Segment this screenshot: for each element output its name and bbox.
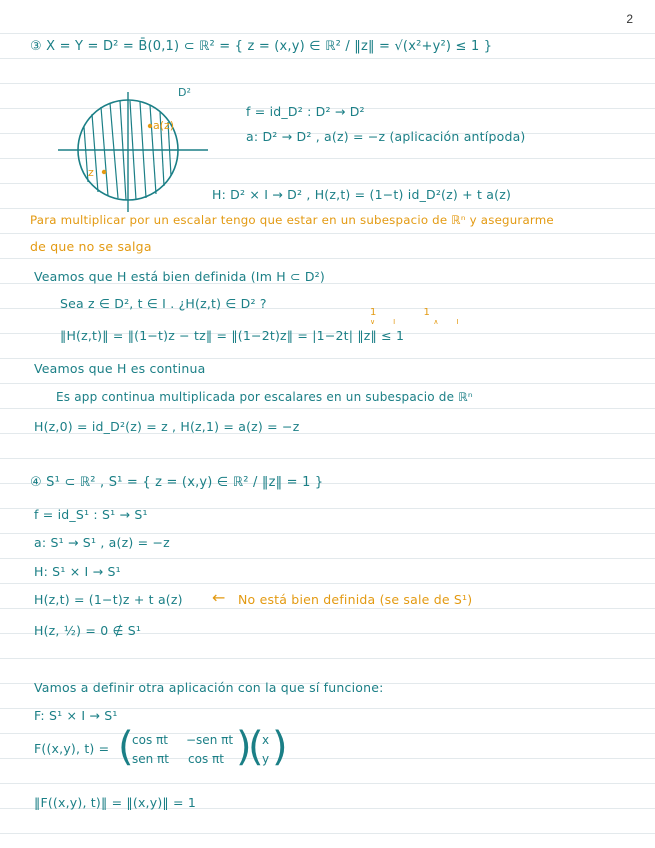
norm-calculation: ‖H(z,t)‖ = ‖(1−t)z − tz‖ = ‖(1−2t)z‖ = |1−2t| ‖z‖ ≤ 1 xyxy=(60,328,405,343)
point-z-label: z xyxy=(88,166,94,179)
vector-y: y xyxy=(262,752,270,766)
def-a-antipodal: a: D² → D² , a(z) = −z (aplicación antípoda) xyxy=(246,129,526,144)
vector-x: x xyxy=(262,733,270,747)
s1-def-f: f = id_S¹ : S¹ → S¹ xyxy=(34,507,148,522)
inequality-marks-sub: ∨I ∧I xyxy=(370,318,477,326)
section3-header: ③ X = Y = D² = B̄(0,1) ⊂ ℝ² = { z = (x,y) ∈ ℝ² / ‖z‖ = √(x²+y²) ≤ 1 } xyxy=(30,39,493,54)
matrix-r1c2: −sen πt xyxy=(186,733,234,747)
point-az xyxy=(148,124,152,128)
s1-H-formula: H(z,t) = (1−t)z + t a(z) xyxy=(34,592,183,607)
well-defined-title: Veamos que H está bien definida (Im H ⊂ D²) xyxy=(34,269,325,284)
F-lhs: F((x,y), t) = xyxy=(34,741,110,756)
note-scalar-2: de que no se salga xyxy=(30,239,152,254)
new-application: Vamos a definir otra aplicación con la que sí funcione: xyxy=(34,680,384,695)
disk-figure xyxy=(58,92,208,212)
s1-def-a: a: S¹ → S¹ , a(z) = −z xyxy=(34,535,170,550)
continuity-title: Veamos que H es continua xyxy=(34,361,206,376)
continuity-reason: Es app continua multiplicada por escalares en un subespacio de ℝⁿ xyxy=(56,390,473,404)
note-scalar: Para multiplicar por un escalar tengo que estar en un subespacio de ℝⁿ y asegurarme xyxy=(30,213,554,227)
point-az-label: a(z) xyxy=(153,119,175,132)
page-number: 2 xyxy=(626,12,633,26)
def-f-identity: f = id_D² : D² → D² xyxy=(246,104,365,119)
matrix-r2c2: cos πt xyxy=(188,752,224,766)
disk-label: D² xyxy=(178,86,191,99)
sea-statement: Sea z ∈ D², t ∈ I . ¿H(z,t) ∈ D² ? xyxy=(60,296,267,311)
matrix-r2c1: sen πt xyxy=(132,752,169,766)
point-z xyxy=(102,170,106,174)
endpoints: H(z,0) = id_D²(z) = z , H(z,1) = a(z) = −z xyxy=(34,419,300,434)
def-H-homotopy: H: D² × I → D² , H(z,t) = (1−t) id_D²(z) + t a(z) xyxy=(212,187,512,202)
inequality-marks: 1 1 xyxy=(370,307,452,318)
rotation-matrix: ( cos πt −sen πt sen πt cos πt ) ( x y ) xyxy=(118,724,288,770)
s1-def-H: H: S¹ × I → S¹ xyxy=(34,564,121,579)
left-arrow-icon: ← xyxy=(212,588,226,607)
section4-header: ④ S¹ ⊂ ℝ² , S¹ = { z = (x,y) ∈ ℝ² / ‖z‖ = 1 } xyxy=(30,475,324,490)
F-norm: ‖F((x,y), t)‖ = ‖(x,y)‖ = 1 xyxy=(34,795,197,810)
matrix-r1c1: cos πt xyxy=(132,733,168,747)
def-F: F: S¹ × I → S¹ xyxy=(34,708,118,723)
s1-H-note: No está bien definida (se sale de S¹) xyxy=(238,592,473,607)
s1-H-half: H(z, ½) = 0 ∉ S¹ xyxy=(34,623,142,638)
